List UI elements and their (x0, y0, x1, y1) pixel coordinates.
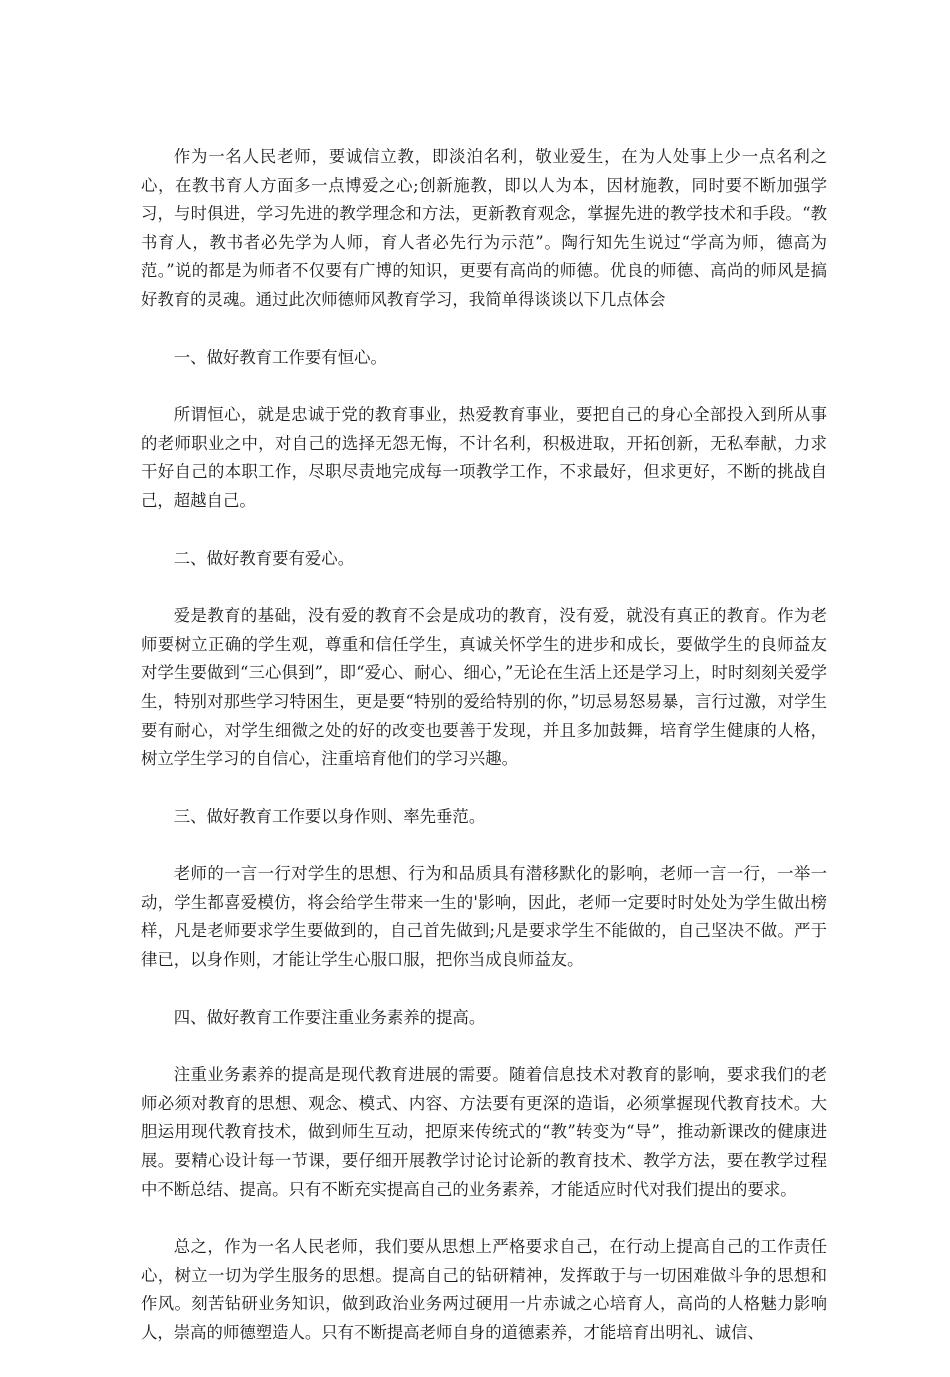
conclusion-paragraph: 总之，作为一名人民老师，我们要从思想上严格要求自己，在行动上提高自己的工作责任心，树立一切为学生服务的思想。提高自己的钻研精神，发挥敢于与一切困难做斗争的思想和作风。刻苦钻研业务知识，做到政治业务两过硬用一片赤诚之心培育人，高尚的人格魅力影响人，崇高的师德塑造人。只有不断提高老师自身的道德素养，才能培育出明礼、诚信、 (141, 1237, 827, 1342)
section-2-body: 爱是教育的基础，没有爱的教育不会是成功的教育，没有爱，就没有真正的教育。作为老师要树立正确的学生观，尊重和信任学生，真诚关怀学生的进步和成长，要做学生的良师益友对学生要做到“三心俱到”，即“爱心、耐心、细心，”无论在生活上还是学习上，时时刻刻关爱学生，特别对那些学习特困生，更是要“特别的爱给特别的你，”切忌易怒易暴，言行过激，对学生要有耐心，对学生细微之处的好的改变也要善于发现，并且多加鼓舞，培育学生健康的人格，树立学生学习的自信心，注重培育他们的学习兴趣。 (141, 606, 827, 769)
intro-paragraph: 作为一名人民老师，要诚信立教，即淡泊名利，敬业爱生，在为人处事上少一点名利之心，在教书育人方面多一点博爱之心;创新施教，即以人为本，因材施教，同时要不断加强学习，与时俱进，学习先进的教学理念和方法，更新教育观念，掌握先进的教学技术和手段。“教书育人，教书者必先学为人师，育人者必先行为示范”。陶行知先生说过“学高为师，德高为范。”说的都是为师者不仅要有广博的知识，更要有高尚的师德。优良的师德、高尚的师风是搞好教育的灵魂。通过此次师德师风教育学习，我简单得谈谈以下几点体会 (141, 147, 827, 309)
section-3-heading: 三、做好教育工作要以身作则、率先垂范。 (173, 806, 486, 826)
section-1-body: 所谓恒心，就是忠诚于党的教育事业，热爱教育事业，要把自己的身心全部投入到所从事的老师职业之中，对自己的选择无怨无悔，不计名利，积极进取，开拓创新，无私奉献，力求干好自己的本职工作，尽职尽责地完成每一项教学工作，不求最好，但求更好，不断的挑战自己，超越自己。 (141, 405, 827, 510)
section-4-body: 注重业务素养的提高是现代教育进展的需要。随着信息技术对教育的影响，要求我们的老师必须对教育的思想、观念、模式、内容、方法要有更深的造诣，必须掌握现代教育技术。大胆运用现代教育技术，做到师生互动，把原来传统式的“教”转变为“导”，推动新课改的健康进展。要精心设计每一节课，要仔细开展教学讨论讨论新的教育技术、教学方法，要在教学过程中不断总结、提高。只有不断充实提高自己的业务素养，才能适应时代对我们提出的要求。 (141, 1065, 827, 1199)
section-4-heading: 四、做好教育工作要注重业务素养的提高。 (173, 1007, 486, 1027)
document-page (141, 143, 827, 1377)
section-3-body: 老师的一言一行对学生的思想、行为和品质具有潜移默化的影响，老师一言一行，一举一动，学生都喜爱模仿，将会给学生带来一生的'影响，因此，老师一定要时时处处为学生做出榜样，凡是老师要求学生要做到的，自己首先做到;凡是要求学生不能做的，自己坚决不做。严于律已，以身作则，才能让学生心服口服，把你当成良师益友。 (141, 864, 827, 970)
section-1-heading: 一、做好教育工作要有恒心。 (173, 347, 387, 367)
section-2-heading: 二、做好教育要有爱心。 (173, 548, 355, 568)
